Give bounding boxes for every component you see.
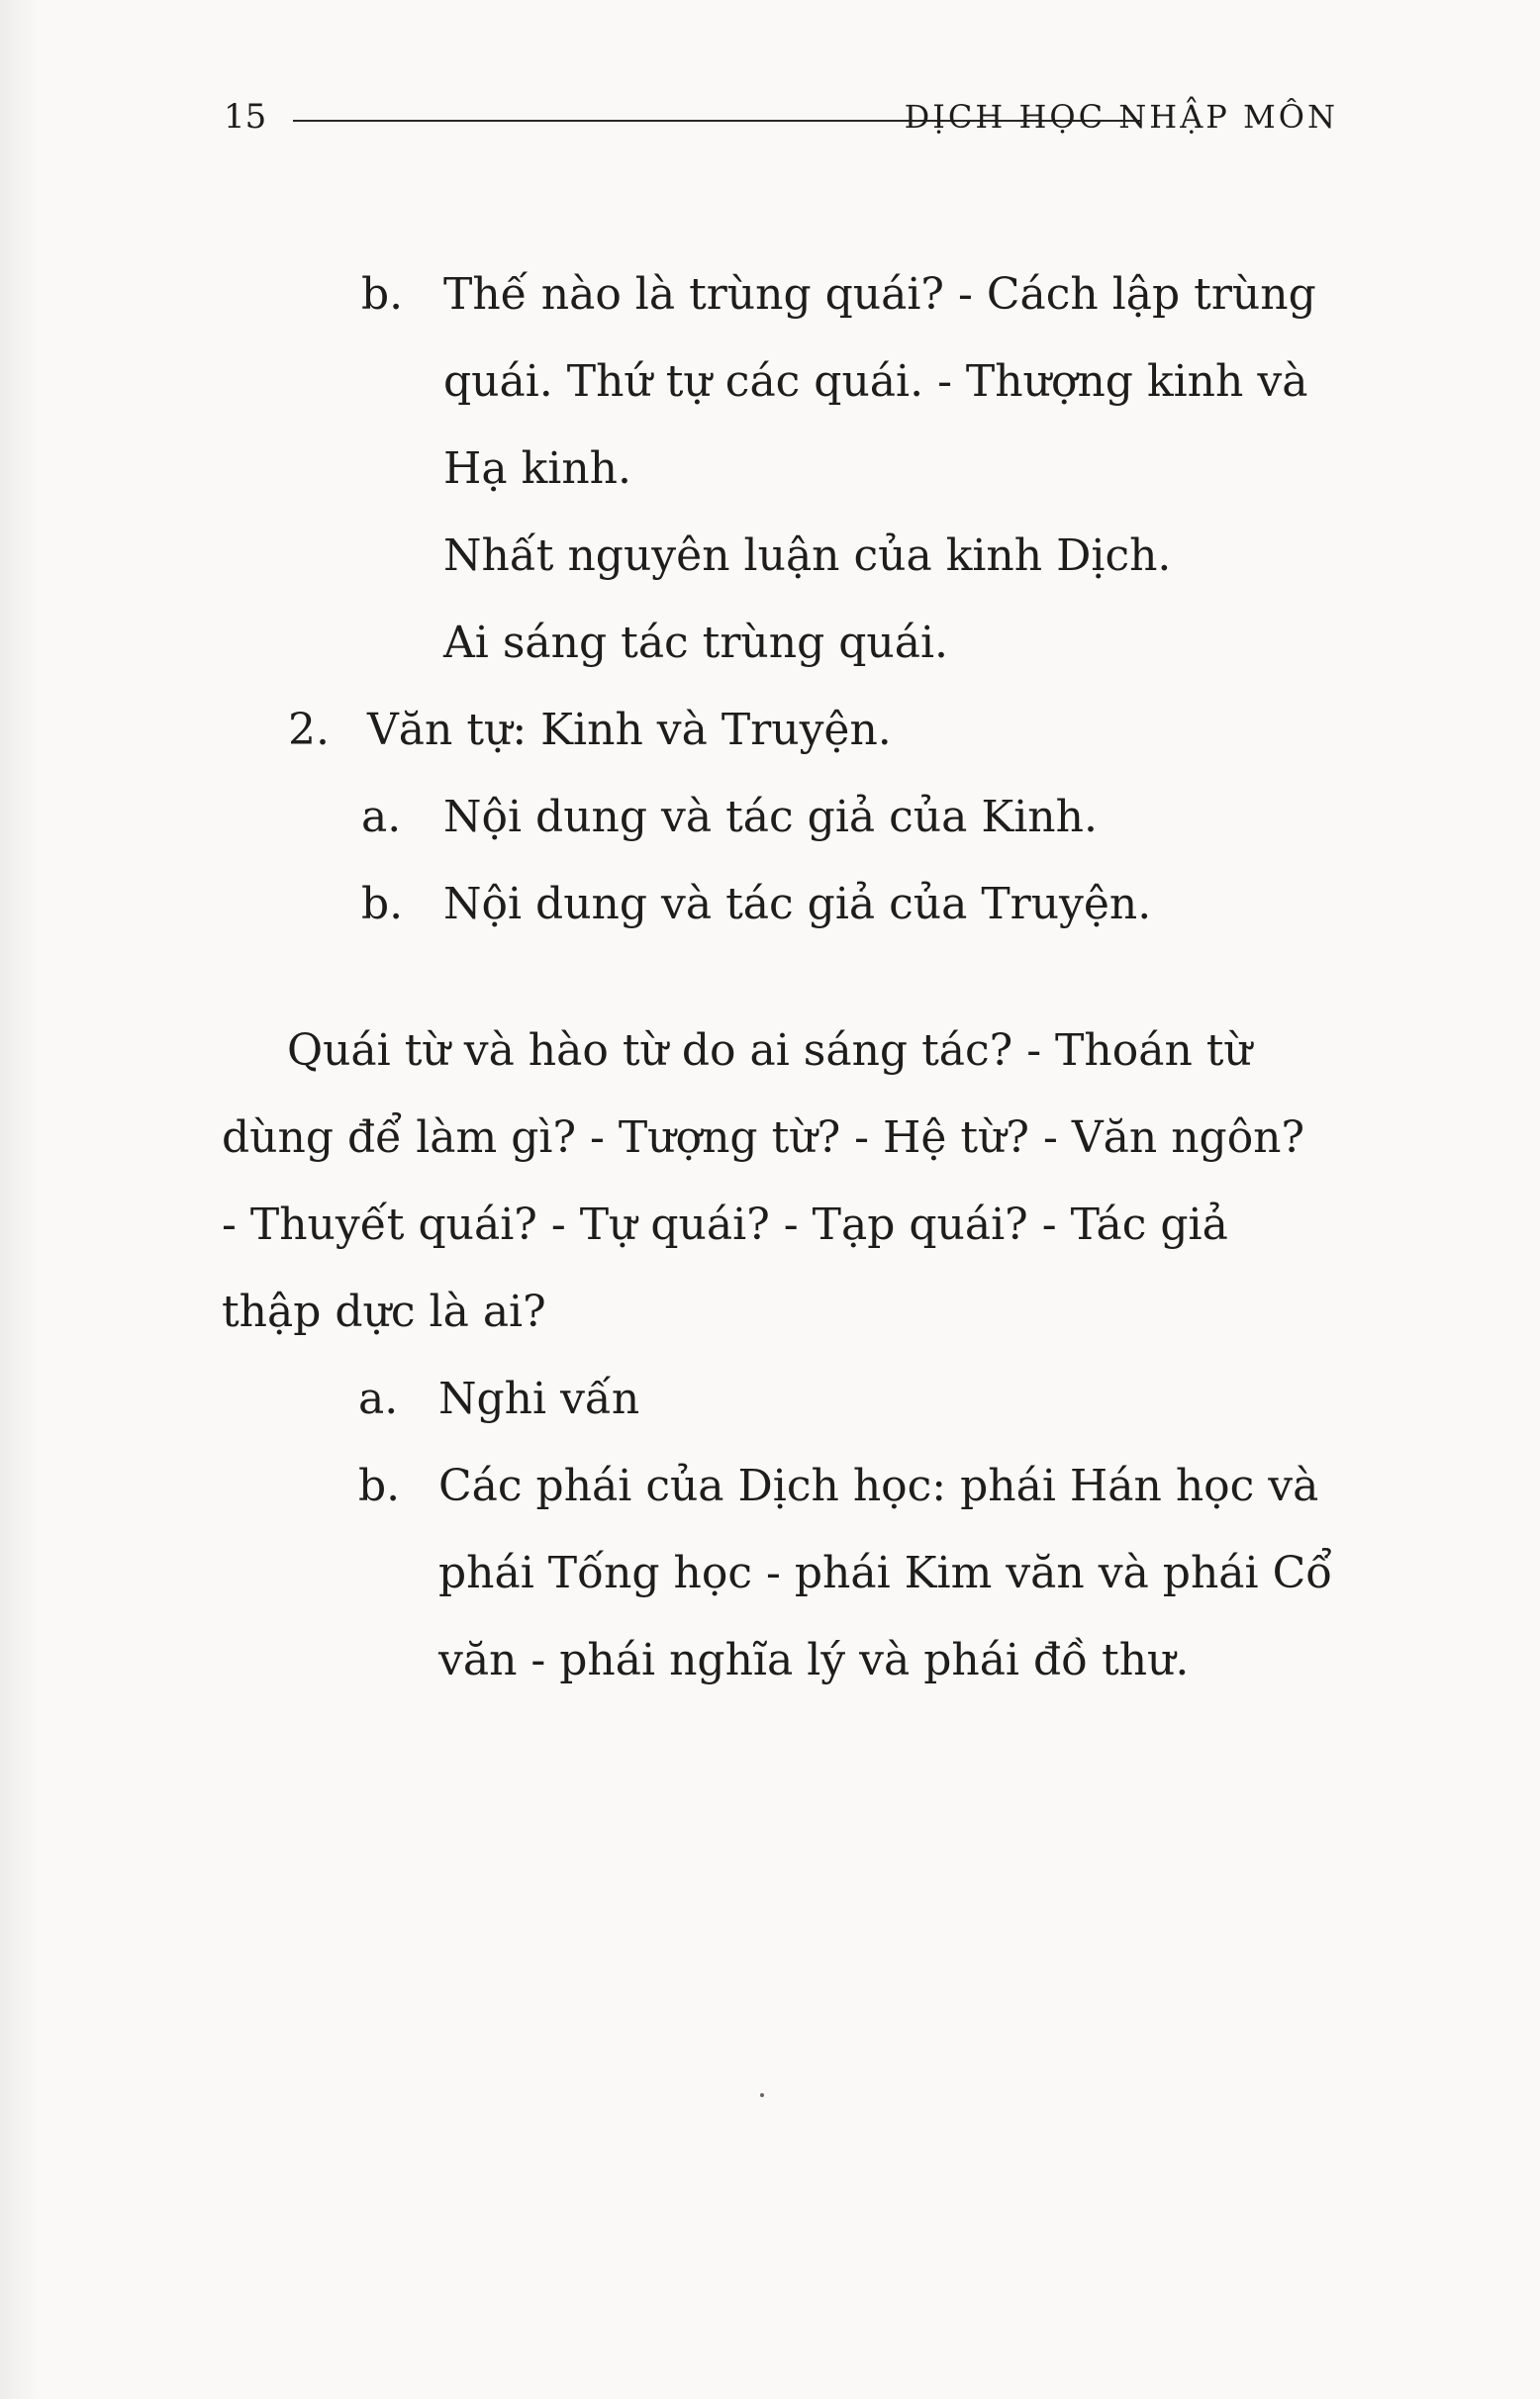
item-qb-line-1: Các phái của Dịch học: phái Hán học và [438,1461,1319,1511]
print-speck [760,2093,764,2097]
list-marker-2a: a. [361,792,402,842]
item-1b-line-1: Thế nào là trùng quái? - Cách lập trùng [443,269,1316,320]
item-qa-text: Nghi vấn [438,1374,640,1424]
running-title: DỊCH HỌC NHẬP MÔN [904,98,1338,136]
paragraph-line-2: dùng để làm gì? - Tượng từ? - Hệ từ? - Văn ngôn? [222,1112,1305,1163]
list-marker-2b: b. [361,879,404,929]
item-2-text: Văn tự: Kinh và Truyện. [367,705,892,755]
item-qb-line-2: phái Tống học - phái Kim văn và phái Cổ [438,1548,1333,1598]
paragraph-line-3: - Thuyết quái? - Tự quái? - Tạp quái? - Tác giả [222,1200,1228,1250]
list-marker-1b: b. [361,269,404,320]
item-1b-line-3: Hạ kinh. [443,443,631,494]
item-2a-text: Nội dung và tác giả của Kinh. [443,792,1098,842]
list-marker-qb: b. [358,1461,401,1511]
list-marker-2: 2. [288,705,330,755]
page-number: 15 [224,97,267,137]
paragraph-line-4: thập dực là ai? [222,1287,546,1337]
item-2b-text: Nội dung và tác giả của Truyện. [443,879,1152,929]
list-marker-qa: a. [358,1374,399,1424]
line-ai-sang-tac: Ai sáng tác trùng quái. [443,618,949,668]
item-1b-line-2: quái. Thứ tự các quái. - Thượng kinh và [443,356,1308,407]
item-qb-line-3: văn - phái nghĩa lý và phái đồ thư. [438,1635,1190,1685]
paragraph-line-1: Quái từ và hào từ do ai sáng tác? - Thoán từ [287,1025,1252,1076]
line-nhat-nguyen: Nhất nguyên luận của kinh Dịch. [443,530,1172,581]
